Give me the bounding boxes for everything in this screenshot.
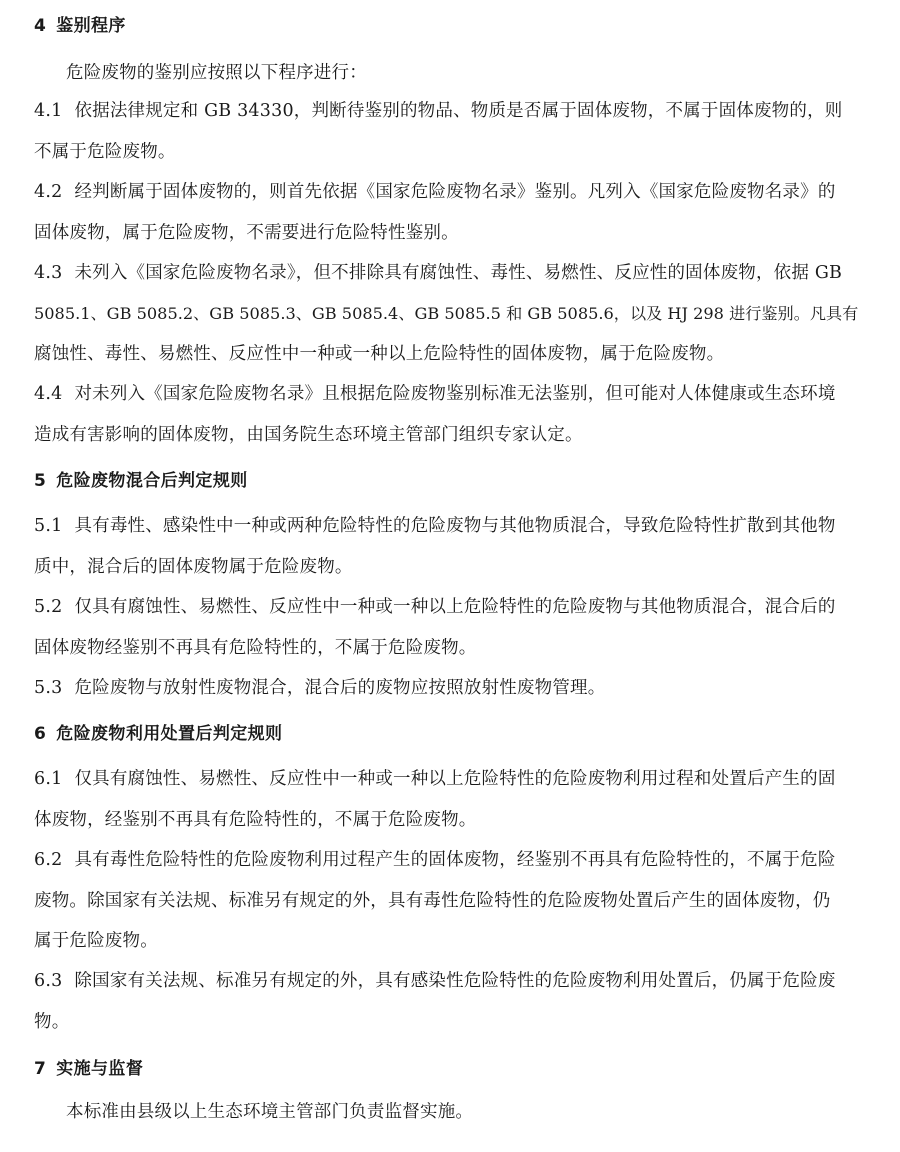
section-title: 实施与监督 <box>56 1059 144 1079</box>
clause-5-2-line-1 <box>34 596 864 618</box>
clause-5-3-line-1 <box>34 677 864 699</box>
section-number: 4 <box>34 16 47 36</box>
clause-4-3-line-2: 5085.1、GB 5085.2、GB 5085.3、GB 5085.4、GB 5085.5 和 GB 5085.6，以及 HJ 298 进行鉴别。凡具有 <box>34 304 859 323</box>
clause-number: 4.3 <box>34 263 63 283</box>
section-7-heading <box>34 1058 864 1080</box>
clause-5-1-line-2: 质中，混合后的固体废物属于危险废物。 <box>34 557 353 577</box>
clause-4-1-line-1 <box>34 100 864 122</box>
clause-number: 6.3 <box>34 971 63 991</box>
section-5-heading <box>34 470 864 492</box>
clause-text: 依据法律规定和 GB 34330，判断待鉴别的物品、物质是否属于固体废物，不属于固体废物的，则 <box>74 101 843 121</box>
clause-text: 具有毒性危险特性的危险废物利用过程产生的固体废物，经鉴别不再具有危险特性的，不属于危险 <box>74 850 836 870</box>
clause-text: 具有毒性、感染性中一种或两种危险特性的危险废物与其他物质混合，导致危险特性扩散到其他物 <box>74 516 836 536</box>
section-6-heading <box>34 723 864 745</box>
clause-6-2-line-3: 属于危险废物。 <box>34 931 158 951</box>
clause-text: 经判断属于固体废物的，则首先依据《国家危险废物名录》鉴别。凡列入《国家危险废物名录》的 <box>74 182 836 202</box>
section-4-heading <box>34 15 864 37</box>
section-title: 鉴别程序 <box>56 16 126 36</box>
clause-4-3-line-1 <box>34 262 864 284</box>
clause-number: 5.2 <box>34 597 63 617</box>
clause-6-2-line-1 <box>34 849 864 871</box>
clause-number: 6.1 <box>34 769 63 789</box>
clause-text: 仅具有腐蚀性、易燃性、反应性中一种或一种以上危险特性的危险废物与其他物质混合，混合后的 <box>74 597 836 617</box>
clause-number: 4.2 <box>34 182 63 202</box>
section-number: 7 <box>34 1059 47 1079</box>
clause-4-2-line-1 <box>34 181 864 203</box>
section-number: 5 <box>34 471 47 491</box>
clause-text: 危险废物与放射性废物混合，混合后的废物应按照放射性废物管理。 <box>74 678 606 698</box>
section-title: 危险废物混合后判定规则 <box>56 471 248 491</box>
section-title: 危险废物利用处置后判定规则 <box>56 724 283 744</box>
clause-text: 除国家有关法规、标准另有规定的外，具有感染性危险特性的危险废物利用处置后，仍属于危险废 <box>74 971 836 991</box>
clause-4-1-line-2: 不属于危险废物。 <box>34 142 176 162</box>
clause-5-1-line-1 <box>34 515 864 537</box>
clause-5-2-line-2: 固体废物经鉴别不再具有危险特性的，不属于危险废物。 <box>34 638 477 658</box>
clause-6-2-line-2: 废物。除国家有关法规、标准另有规定的外，具有毒性危险特性的危险废物处置后产生的固体废物，仍 <box>34 891 831 911</box>
clause-6-1-line-1 <box>34 768 864 790</box>
clause-6-3-line-1 <box>34 970 864 992</box>
clause-number: 5.1 <box>34 516 63 536</box>
section-4-intro: 危险废物的鉴别应按照以下程序进行： <box>66 63 367 83</box>
clause-4-4-line-1 <box>34 383 864 405</box>
clause-6-1-line-2: 体废物，经鉴别不再具有危险特性的，不属于危险废物。 <box>34 810 477 830</box>
section-7-body: 本标准由县级以上生态环境主管部门负责监督实施。 <box>66 1102 474 1122</box>
clause-6-3-line-2: 物。 <box>34 1012 70 1032</box>
clause-number: 6.2 <box>34 850 63 870</box>
clause-number: 4.4 <box>34 384 63 404</box>
clause-text: 仅具有腐蚀性、易燃性、反应性中一种或一种以上危险特性的危险废物利用过程和处置后产生的固 <box>74 769 836 789</box>
clause-4-3-line-3: 腐蚀性、毒性、易燃性、反应性中一种或一种以上危险特性的固体废物，属于危险废物。 <box>34 344 725 364</box>
clause-number: 5.3 <box>34 678 63 698</box>
clause-4-2-line-2: 固体废物，属于危险废物，不需要进行危险特性鉴别。 <box>34 223 459 243</box>
clause-number: 4.1 <box>34 101 63 121</box>
clause-text: 未列入《国家危险废物名录》，但不排除具有腐蚀性、毒性、易燃性、反应性的固体废物，依据 GB <box>74 263 843 283</box>
clause-text: 对未列入《国家危险废物名录》且根据危险废物鉴别标准无法鉴别，但可能对人体健康或生态环境 <box>74 384 836 404</box>
clause-4-4-line-2: 造成有害影响的固体废物，由国务院生态环境主管部门组织专家认定。 <box>34 425 583 445</box>
section-number: 6 <box>34 724 47 744</box>
